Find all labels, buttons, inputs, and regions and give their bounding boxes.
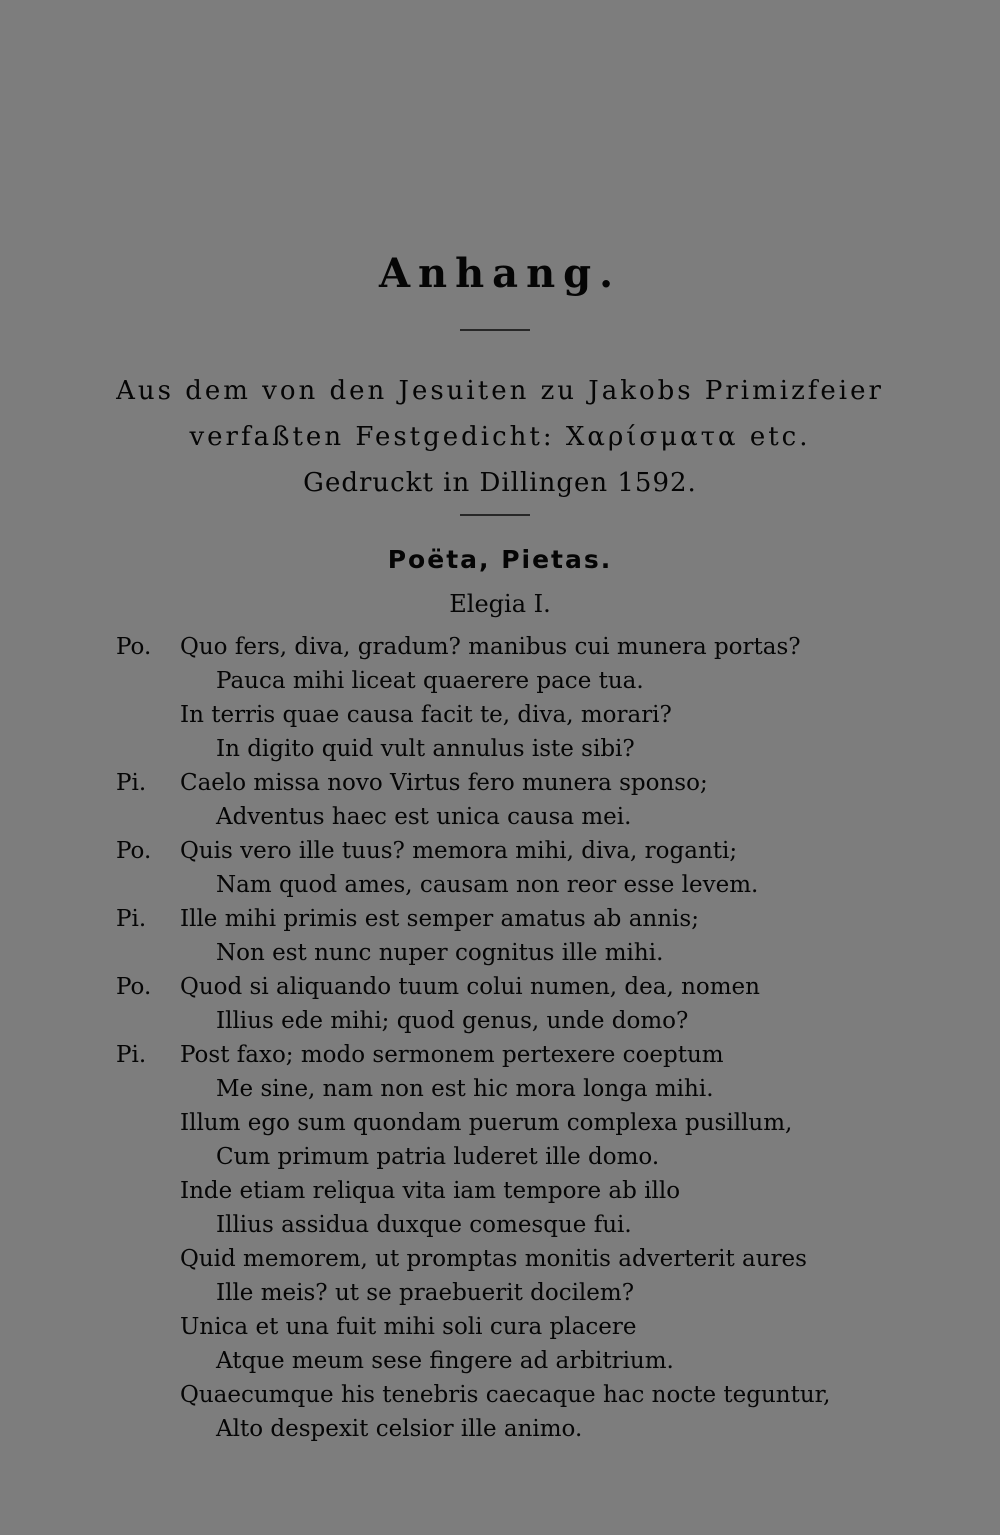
divider-rule-top [460,329,530,331]
divider-rule-bottom [460,514,530,516]
verse-text: In terris quae causa facit te, diva, morari? [180,702,672,728]
speaker-label: Pi. [116,1042,147,1068]
verse-text: Caelo missa novo Virtus fero munera sponso; [180,770,708,796]
verse-text: Alto despexit celsior ille animo. [216,1416,583,1442]
poem-subtitle: Poëta, Pietas. [387,545,613,574]
intro-line-2: verfaßten Festgedicht: Χαρίσματα etc. [189,422,811,452]
verse-text: Post faxo; modo sermonem pertexere coeptum [180,1042,724,1068]
speaker-label: Po. [116,634,152,660]
elegia-title: Elegia I. [449,590,551,618]
verse-text: Adventus haec est unica causa mei. [216,804,632,830]
verse-text: Ille mihi primis est semper amatus ab annis; [180,906,699,932]
speaker-label: Pi. [116,770,147,796]
verse-text: Ille meis? ut se praebuerit docilem? [216,1280,635,1306]
intro-line-1: Aus dem von den Jesuiten zu Jakobs Primizfeier [116,376,884,406]
verse-text: Quid memorem, ut promptas monitis adverterit aures [180,1246,807,1272]
verse-text: Atque meum sese fingere ad arbitrium. [216,1348,674,1374]
verse-text: Nam quod ames, causam non reor esse levem. [216,872,759,898]
verse-text: Non est nunc nuper cognitus ille mihi. [216,940,664,966]
verse-text: Illius assidua duxque comesque fui. [216,1212,632,1238]
verse-text: Cum primum patria luderet ille domo. [216,1144,660,1170]
section-heading: Anhang. [378,250,622,297]
intro-line-3: Gedruckt in Dillingen 1592. [303,468,697,498]
verse-text: Me sine, nam non est hic mora longa mihi. [216,1076,714,1102]
speaker-label: Po. [116,974,152,1000]
verse-text: Quod si aliquando tuum colui numen, dea, nomen [180,974,760,1000]
verse-text: Inde etiam reliqua vita iam tempore ab illo [180,1178,681,1204]
verse-text: Unica et una fuit mihi soli cura placere [180,1314,637,1340]
verse-text: In digito quid vult annulus iste sibi? [216,736,635,762]
speaker-label: Pi. [116,906,147,932]
verse-text: Illius ede mihi; quod genus, unde domo? [216,1008,689,1034]
verse-text: Illum ego sum quondam puerum complexa pusillum, [180,1110,793,1136]
verse-text: Quaecumque his tenebris caecaque hac nocte teguntur, [180,1382,831,1408]
verse-text: Quo fers, diva, gradum? manibus cui munera portas? [180,634,801,660]
verse-text: Pauca mihi liceat quaerere pace tua. [216,668,644,694]
verse-text: Quis vero ille tuus? memora mihi, diva, roganti; [180,838,738,864]
speaker-label: Po. [116,838,152,864]
